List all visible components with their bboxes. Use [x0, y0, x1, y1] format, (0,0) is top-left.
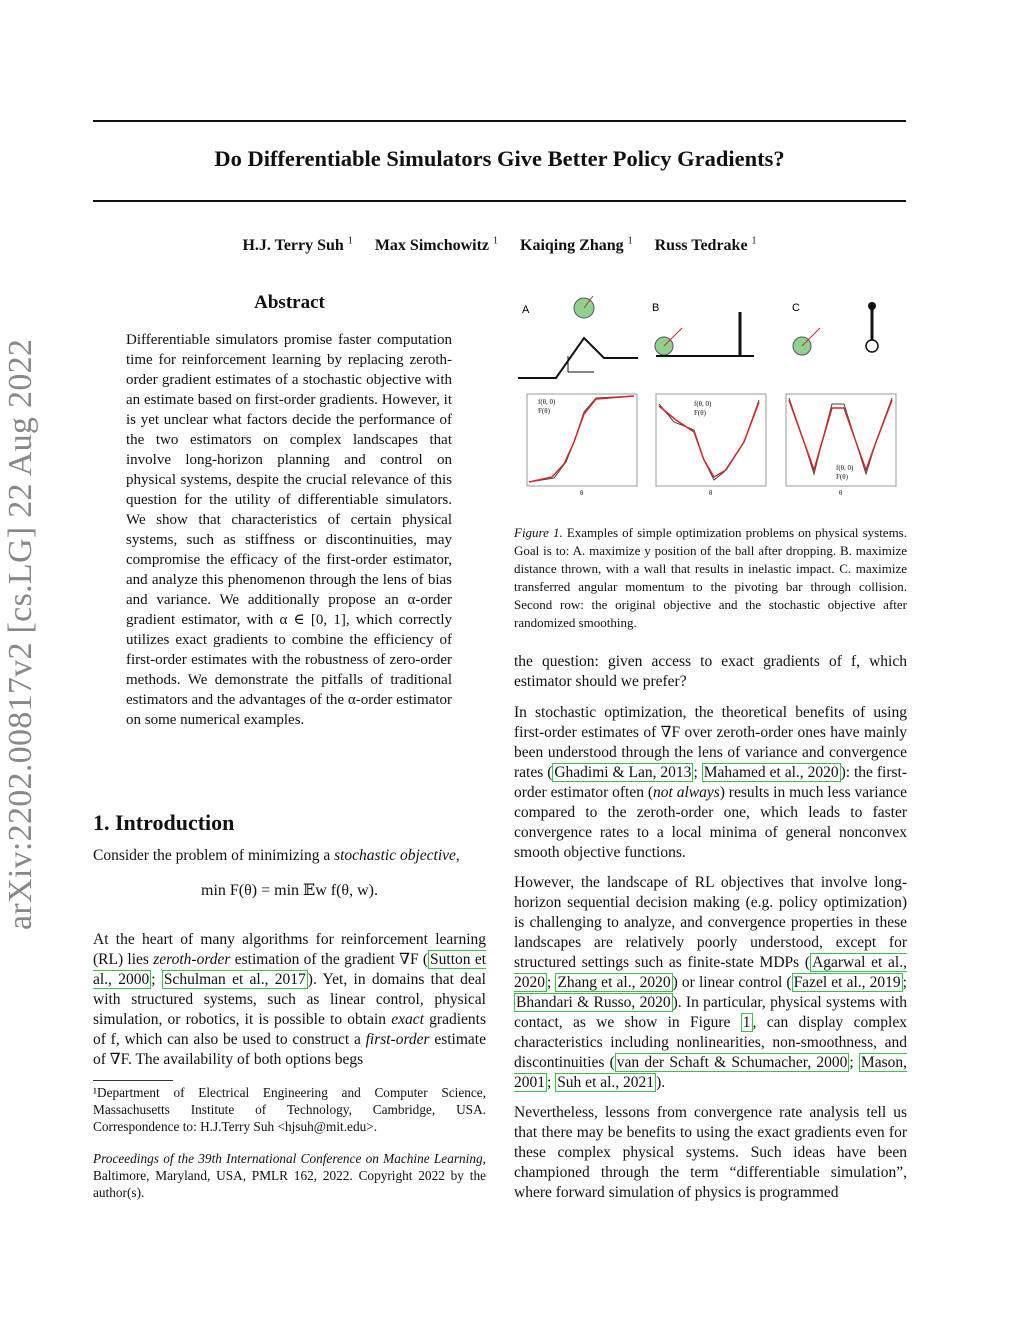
- figure-1-caption: Figure 1. Examples of simple optimization problems on physical systems. Goal is to: A. maximize y position of the ball after dropping. B. maximize distance thrown, with a wall that results in inelastic impact. C. maximize transferred angular momentum to the pivoting bar through collision. Second row: the original objective and the stochastic objective after randomized smoothing.: [514, 525, 907, 630]
- svg-text:F(θ): F(θ): [694, 409, 706, 417]
- author: Russ Tedrake $^1$: [654, 236, 757, 255]
- panel-label: B: [652, 302, 660, 314]
- citation-link[interactable]: van der Schaft & Schumacher, 2000: [616, 1054, 848, 1071]
- citation-link[interactable]: Fazel et al., 2019: [793, 974, 901, 991]
- right-paragraph-4: Nevertheless, lessons from convergence rate analysis tell us that there may be benefits to using the exact gradients even for these complex physical systems. Such ideas have been championed through the term “differentiable simulation”, where forward simulation of physics is programmed: [514, 1104, 907, 1201]
- abstract-text: Differentiable simulators promise faster computation time for reinforcement learning by replacing zeroth-order gradient estimates of a stochastic objective with an estimate based on first-order gradients. However, it is yet unclear what factors decide the performance of the two estimators on complex landscapes that involve long-horizon planning and control on physical systems, despite the crucial relevance of this question for the utility of differentiable simulators. We show that characteristics of certain physical systems, such as stiffness or discontinuities, may compromise the efficacy of the first-order estimator, and analyze this phenomenon through the lens of bias and variance. We additionally propose an α-order gradient estimator, with α ∈ [0, 1], which correctly utilizes exact gradients to combine the efficiency of first-order estimates with the robustness of zero-order methods. We demonstrate the pitfalls of traditional estimators and the advantages of the α-order estimator on some numerical examples.: [126, 332, 452, 728]
- citation-link[interactable]: Bhandari & Russo, 2020: [516, 994, 671, 1011]
- right-paragraph-1: the question: given access to exact gradients of f, which estimator should we prefer?: [514, 653, 907, 690]
- top-rule: [93, 120, 906, 122]
- svg-text:F(θ): F(θ): [836, 473, 848, 481]
- intro-paragraph-1: Consider the problem of minimizing a stochastic objective,: [93, 847, 460, 864]
- citation-link[interactable]: Sutton et al., 2000: [93, 951, 487, 988]
- footnote-rule: [93, 1080, 173, 1081]
- right-paragraph-3: However, the landscape of RL objectives that involve long-horizon sequential decision making (e.g. policy optimization) is challenging to analyze, and convergence properties in these landscapes are relatively poorly understood, except for structured settings such as finite-state MDPs ( Agarwal et al., 2020 ; Zhang et al., 2020 ) or linear control ( Fazel et al., 2019 ; Bhandari & Russo, 2020 ). In particular, physical systems with contact, as we show in Figure 1 , can display complex characteristics including nonlinearities, non-smoothness, and discontinuities ( van der Schaft & Schumacher, 2000 ; Mason, 2001 ; Suh et al., 2021 ).: [514, 874, 907, 1091]
- title-bottom-rule: [93, 200, 906, 202]
- svg-text:f(θ, 0): f(θ, 0): [694, 400, 712, 408]
- citation-link[interactable]: Ghadimi & Lan, 2013: [554, 764, 692, 781]
- citation-link[interactable]: Agarwal et al., 2020: [514, 954, 907, 991]
- objective-equation: min F(θ) = min 𝔼w f(θ, w).: [201, 882, 378, 899]
- author: H.J. Terry Suh $^1$: [242, 236, 353, 255]
- svg-text:θ: θ: [580, 489, 584, 497]
- panel-label: C: [792, 302, 800, 314]
- author: Kaiqing Zhang $^1$: [520, 236, 633, 255]
- author: Max Simchowitz $^1$: [374, 236, 499, 255]
- paper-title: Do Differentiable Simulators Give Better Policy Gradients?: [214, 146, 785, 171]
- abstract-heading: Abstract: [254, 292, 325, 313]
- panel-label: A: [522, 304, 530, 316]
- citation-link[interactable]: Suh et al., 2021: [557, 1074, 655, 1091]
- svg-text:θ: θ: [839, 489, 843, 497]
- citation-link[interactable]: Mahamed et al., 2020: [703, 764, 839, 781]
- svg-text:f(θ, 0): f(θ, 0): [836, 464, 854, 472]
- figure-link[interactable]: 1: [742, 1014, 751, 1031]
- svg-text:F(θ): F(θ): [538, 407, 550, 415]
- figure-1: [514, 292, 907, 507]
- author-list: [93, 236, 906, 255]
- right-paragraph-2: In stochastic optimization, the theoretical benefits of using first-order estimates of ∇F over zeroth-order ones have mainly been understood through the lens of variance and convergence rates ( Ghadimi & Lan, 2013 ; Mahamed et al., 2020 ): the first-order estimator often (not always) results in much less variance compared to the zeroth-order one, which leads to faster convergence rates to a local minima of general nonconvex smooth objective functions.: [514, 704, 907, 861]
- citation-link[interactable]: Mason, 2001: [514, 1054, 907, 1091]
- affiliation-footnote: ¹Department of Electrical Engineering and Computer Science, Massachusetts Institute of Technology, Cambridge, USA. Correspondence to: H.J.Terry Suh <hjsuh@mit.edu>.: [93, 1085, 486, 1134]
- intro-paragraph-2: At the heart of many algorithms for reinforcement learning (RL) lies zeroth-order estimation of the gradient ∇F ( Sutton et al., 2000 ; Schulman et al., 2017 ). Yet, in domains that deal with structured systems, such as linear control, physical simulation, or robotics, it is possible to obtain exact gradients of f, which can also be used to construct a first-order estimate of ∇F. The availability of both options begs: [93, 931, 487, 1068]
- svg-text:f(θ, 0): f(θ, 0): [538, 398, 556, 406]
- svg-text:θ: θ: [709, 489, 713, 497]
- arxiv-identifier: arXiv:2202.00817v2 [cs.LG] 22 Aug 2022: [2, 338, 39, 930]
- figure-1-graphic: [514, 292, 907, 507]
- proceedings-note: Proceedings of the 39th International Conference on Machine Learning, Baltimore, Maryland, USA, PMLR 162, 2022. Copyright 2022 by the author(s).: [93, 1151, 486, 1200]
- citation-link[interactable]: Zhang et al., 2020: [557, 974, 671, 991]
- section-heading-introduction: 1. Introduction: [93, 810, 235, 835]
- citation-link[interactable]: Schulman et al., 2017: [163, 971, 306, 988]
